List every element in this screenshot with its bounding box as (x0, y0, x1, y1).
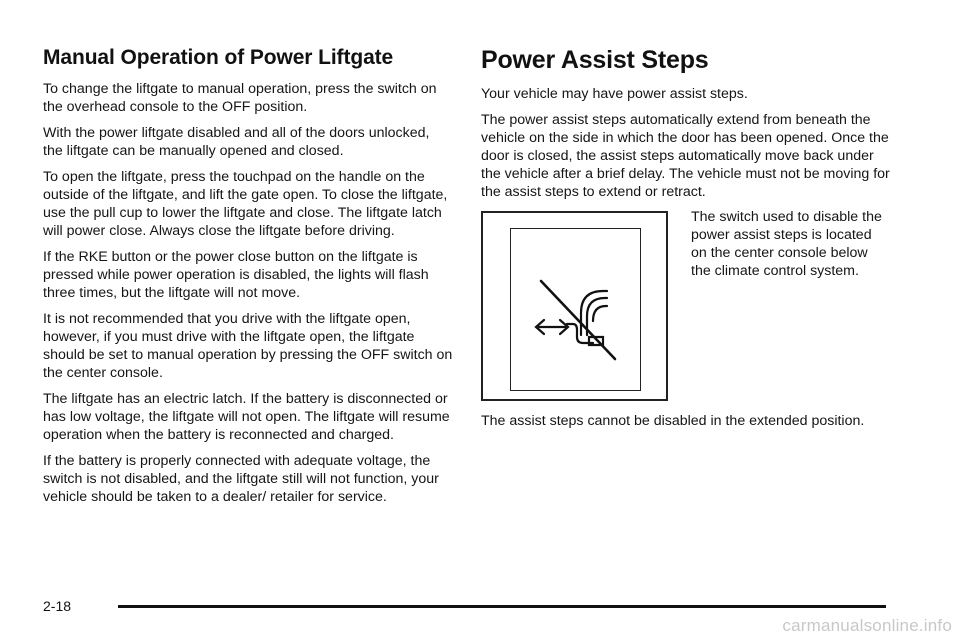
page-number: 2-18 (43, 598, 72, 614)
paragraph: It is not recommended that you drive with the liftgate open, however, if you must drive with the liftgate open, the liftgate should be set to manual operation by pressing the OFF switch on the center console. (43, 311, 453, 381)
page-footer (43, 596, 886, 616)
switch-figure (481, 211, 668, 401)
section-heading-manual-liftgate: Manual Operation of Power Liftgate (43, 46, 394, 69)
paragraph: With the power liftgate disabled and all of the doors unlocked, the liftgate can be manually opened and closed. (43, 125, 430, 159)
section-heading-power-assist-steps: Power Assist Steps (481, 46, 709, 74)
right-column (481, 44, 891, 438)
paragraph: To open the liftgate, press the touchpad on the handle on the outside of the liftgate, and lift the gate open. To close the liftgate, use the pull cup to lower the liftgate and close. The liftgate latch will power close. Always close the liftgate before driving. (43, 169, 448, 239)
figure-row (481, 211, 891, 406)
paragraph: The liftgate has an electric latch. If the battery is disconnected or has low voltage, the liftgate will not open. The liftgate will resume operation when the battery is reconnected and charged. (43, 391, 450, 443)
paragraph: If the RKE button or the power close button on the liftgate is pressed while power operation is disabled, the lights will flash three times, but the liftgate will not move. (43, 249, 429, 301)
paragraph: If the battery is properly connected with adequate voltage, the switch is not disabled, and the liftgate still will not function, your vehicle should be taken to a dealer/ retailer for service. (43, 453, 439, 505)
paragraph: The power assist steps automatically extend from beneath the vehicle on the side in which the door has been opened. Once the door is closed, the assist steps automatically move back under the vehicle after a brief delay. The vehicle must not be moving for the assist steps to extend or retract. (481, 112, 890, 200)
left-column (43, 44, 453, 514)
paragraph: Your vehicle may have power assist steps. (481, 86, 748, 102)
paragraph: To change the liftgate to manual operation, press the switch on the overhead console to the OFF position. (43, 81, 437, 115)
paragraph: The assist steps cannot be disabled in the extended position. (481, 413, 865, 429)
assist-steps-disable-switch-icon (511, 229, 639, 389)
caption-text: The switch used to disable the power assist steps is located on the center console below the climate control system. (691, 209, 882, 279)
switch-button (510, 228, 641, 391)
watermark: carmanualsonline.info (782, 616, 952, 635)
footer-rule (118, 605, 886, 608)
figure-caption (691, 208, 891, 280)
